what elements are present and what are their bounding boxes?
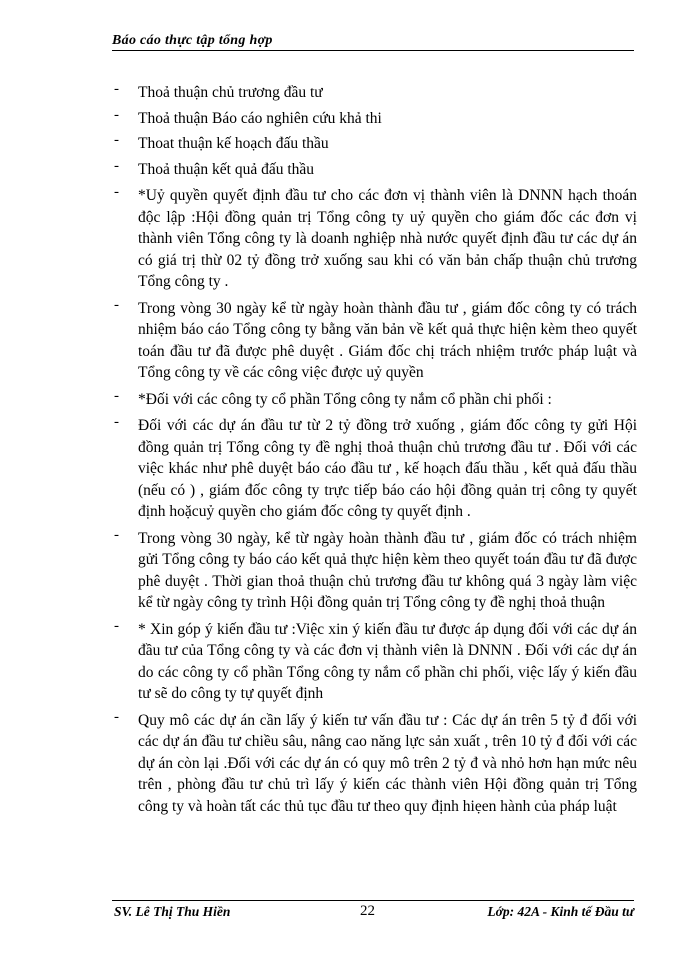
list-item: [112, 82, 637, 104]
page-number: 22: [360, 903, 375, 919]
footer-class: Lớp: 42A - Kinh tế Đầu tư: [487, 904, 634, 919]
page-footer: [112, 900, 634, 926]
list-item: [112, 415, 637, 523]
header-title: Báo cáo thực tập tổng hợp: [112, 33, 273, 48]
bullet-marker: -: [114, 414, 119, 430]
list-item: [112, 389, 637, 411]
list-item: [112, 108, 637, 130]
bullet-marker: -: [114, 617, 119, 634]
list-item-text: Thoả thuận kết quả đấu thầu: [138, 160, 315, 178]
bullet-marker: -: [114, 157, 119, 174]
list-item-text: * Xin góp ý kiến đầu tư :Việc xin ý kiến đầu tư được áp dụng đối với các dự án đầu tư của Tổng công ty và các đơn vị thành viên là DNNN . Đối với các dự án do các công ty cổ phần Tổng công ty nắm cổ phần chi phối, việc lấy ý kiến đầu tư sẽ do công ty tự quyết định: [138, 620, 637, 702]
bullet-marker: -: [114, 81, 119, 97]
list-item: [112, 528, 637, 614]
list-item-text: Thoat thuận kế hoạch đấu thầu: [138, 135, 329, 152]
bullet-marker: -: [114, 387, 119, 404]
bullet-marker: -: [114, 184, 119, 200]
document-body: [112, 82, 637, 817]
list-item-text: Đối với các dự án đầu tư từ 2 tỷ đồng trở xuống , giám đốc công ty gửi Hội đồng quản trị Tổng công ty đề nghị thoả thuận chủ trương đầu tư . Đối với các việc khác như phê duyệt báo cáo đầu tư , kế hoạch đấu thầu , kết quả đấu thầu (nếu có ) , giám đốc công ty trực tiếp báo cáo hội đồng quản trị công ty quyết định hoặcuỷ quyền cho giám đốc công ty quyết định .: [138, 417, 637, 520]
list-item-text: *Uỷ quyền quyết định đầu tư cho các đơn vị thành viên là DNNN hạch thoán độc lập :Hội đồng quản trị Tổng công ty uỷ quyền cho giám đốc các đơn vị thành viên Tổng công ty là doanh nghiệp nhà nước quyết định đầu tư các dự án có giá trị thừ 02 tỷ đồng trở xuống sau khi có văn bản chấp thuận chủ trương Tổng công ty .: [138, 187, 637, 290]
list-item: [112, 710, 637, 818]
bullet-marker: -: [114, 526, 119, 543]
list-item: [112, 619, 637, 705]
page-header: [112, 33, 634, 51]
bullet-marker: -: [114, 708, 119, 725]
bullet-marker: -: [114, 106, 119, 123]
footer-author: SV. Lê Thị Thu Hiền: [114, 904, 231, 919]
list-item: [112, 159, 637, 181]
bullet-marker: -: [114, 296, 119, 313]
list-item-text: *Đối với các công ty cổ phần Tổng công ty nắm cổ phần chi phối :: [138, 390, 552, 408]
list-item: [112, 133, 637, 155]
list-item-text: Thoả thuận Báo cáo nghiên cứu khả thi: [138, 109, 382, 127]
list-item-text: Trong vòng 30 ngày, kể từ ngày hoàn thành đầu tư , giám đốc có trách nhiệm gửi Tổng công ty báo cáo kết quả thực hiện kèm theo quyết toán đầu tư đã được phê duyệt . Thời gian thoả thuận chủ trương đầu tư không quá 3 ngày làm việc kể từ ngày công ty trình Hội đồng quản trị Tổng công ty đề nghị thoả thuận: [138, 529, 637, 611]
bullet-marker: -: [114, 132, 119, 148]
list-item-text: Quy mô các dự án cần lấy ý kiến tư vấn đầu tư : Các dự án trên 5 tỷ đ đối với các dự án đầu tư chiều sâu, nâng cao năng lực sản xuất , trên 10 tỷ đ đối với các dự án còn lại .Đối với các dự án có quy mô trên 2 tỷ đ và nhỏ hơn hạn mức nêu trên , phòng đầu tư chủ trì lấy ý kiến các thành viên Hội đồng quản trị Tổng công ty và hoàn tất các thủ tục đầu tư theo quy định hiẹen hành của pháp luật: [138, 711, 637, 815]
list-item: [112, 185, 637, 293]
list-item-text: Thoả thuận chủ trương đầu tư: [138, 84, 323, 101]
list-item-text: Trong vòng 30 ngày kể từ ngày hoàn thành đầu tư , giám đốc công ty có trách nhiệm báo cáo Tổng công ty bằng văn bản về kết quả thực hiện kèm theo quyết toán đầu tư đã được phê duyệt . Giám đốc chị trách nhiệm trước pháp luật và Tổng công ty về các công việc được uỷ quyền: [138, 299, 637, 381]
list-item: [112, 298, 637, 384]
